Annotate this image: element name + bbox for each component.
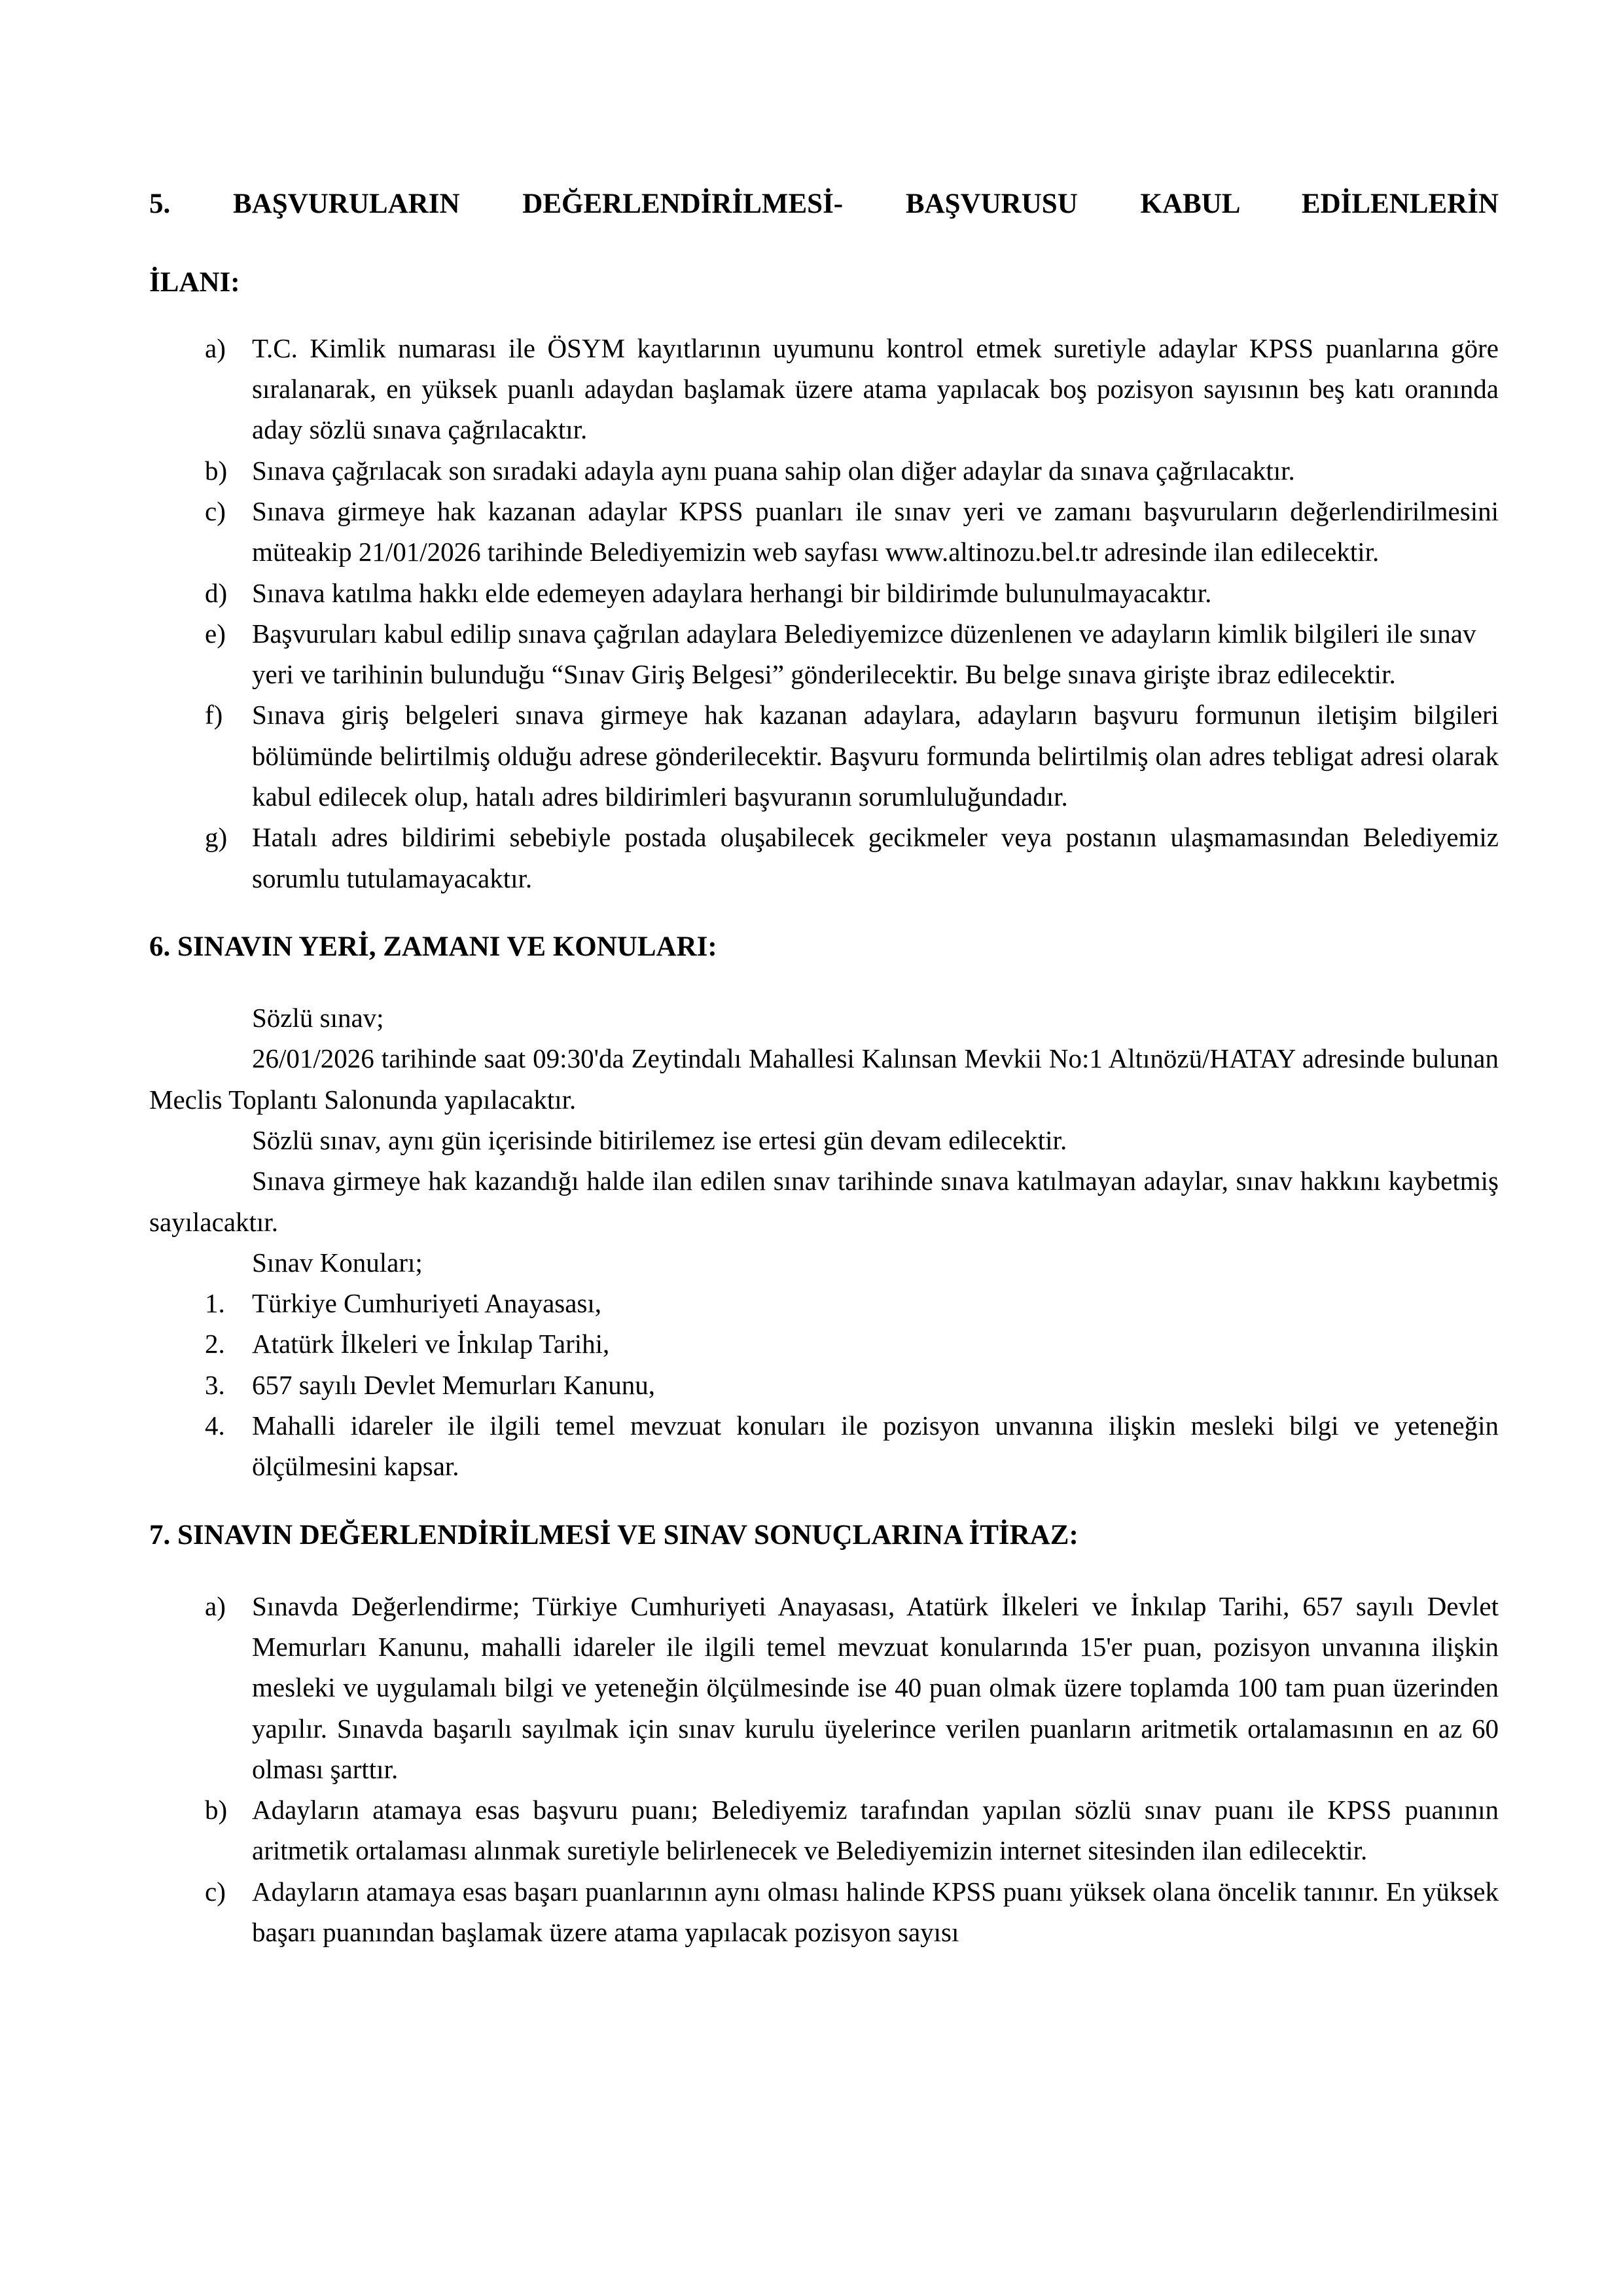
list-marker: e) — [205, 618, 226, 649]
list-marker: d) — [205, 577, 228, 608]
list-item — [149, 491, 1499, 573]
list-marker: 4. — [205, 1410, 225, 1441]
list-item — [149, 613, 1499, 695]
section-6-paragraph-venue: 26/01/2026 tarihinde saat 09:30'da Zeytindalı Mahallesi Kalınsan Mevkii No:1 Altınözü/HATAY adresinde bulunan Meclis Toplantı Salonunda yapılacaktır. — [149, 1043, 1499, 1115]
list-item — [149, 817, 1499, 899]
spacer — [149, 971, 1499, 997]
list-item-text: Başvuruları kabul edilip sınava çağrılan adaylara Belediyemizce düzenlenen ve adayların kimlik bilgileri ile sınav yeri ve tarihinin bulunduğu “Sınav Giriş Belgesi” gönderilecektir. Bu belge sınava girişte ibraz edilecektir. — [252, 618, 1476, 690]
list-item — [149, 1871, 1499, 1953]
section-6-paragraph-sozlu-sinav: Sözlü sınav; — [252, 1002, 384, 1033]
list-item-text: Sınava katılma hakkı elde edemeyen adaylara herhangi bir bildirimde bulunulmayacaktır. — [252, 577, 1212, 608]
list-item-text: Türkiye Cumhuriyeti Anayasası, — [252, 1288, 602, 1319]
section-6-topics-list — [149, 1283, 1499, 1487]
section-6-paragraph-absent: Sınava girmeye hak kazandığı halde ilan edilen sınav tarihinde sınava katılmayan adaylar, sınav hakkını kaybetmiş sayılacaktır. — [149, 1166, 1499, 1237]
list-marker: f) — [205, 700, 223, 730]
section-7-list — [149, 1586, 1499, 1953]
list-marker: a) — [205, 332, 226, 363]
section-6-heading — [149, 929, 1499, 965]
list-item — [149, 1586, 1499, 1790]
list-item-text: Sınava giriş belgeleri sınava girmeye hak kazanan adaylara, adayların başvuru formunun iletişim bilgileri bölümünde belirtilmiş olduğu adrese gönderilecektir. Başvuru formunda belirtilmiş olan adres tebligat adresi olarak kabul edilecek olup, hatalı adres bildirimleri başvuranın sorumluluğundadır. — [252, 700, 1499, 812]
list-marker: b) — [205, 1795, 228, 1825]
list-item — [149, 1405, 1499, 1487]
list-item-text: Sınavda Değerlendirme; Türkiye Cumhuriyeti Anayasası, Atatürk İlkeleri ve İnkılap Tarihi, 657 sayılı Devlet Memurları Kanunu, mahalli idareler ile ilgili temel mevzuat konularında 15'er puan, pozisyon unvanına ilişkin mesleki ve uygulamalı bilgi ve yeteneğin ölçülmesinde ise 40 puan olmak üzere toplamda 100 tam puan üzerinden yapılır. Sınavda başarılı sayılmak için sınav kurulu üyelerince verilen puanların aritmetik ortalamasının en az 60 olması şarttır. — [252, 1590, 1499, 1784]
list-marker: g) — [205, 822, 228, 853]
list-marker: b) — [205, 455, 228, 486]
list-item — [149, 1789, 1499, 1871]
section-7-heading-text: 7. SINAVIN DEĞERLENDİRİLMESİ VE SINAV SONUÇLARINA İTİRAZ: — [149, 1519, 1079, 1551]
list-item-text: Sınava çağrılacak son sıradaki adayla aynı puana sahip olan diğer adaylar da sınava çağrılacaktır. — [252, 455, 1295, 486]
list-item-text: T.C. Kimlik numarası ile ÖSYM kayıtlarının uyumunu kontrol etmek suretiyle adaylar KPSS puanlarına göre sıralanarak, en yüksek puanlı adaydan başlamak üzere atama yapılacak boş pozisyon sayısının beş katı oranında aday sözlü sınava çağrılacaktır. — [252, 332, 1499, 445]
section-6-paragraph-continuation: Sözlü sınav, aynı gün içerisinde bitirilemez ise ertesi gün devam edilecektir. — [252, 1124, 1067, 1155]
list-item — [149, 573, 1499, 613]
list-item — [149, 450, 1499, 491]
spacer — [149, 1559, 1499, 1586]
page-content — [149, 186, 1499, 1952]
list-item — [149, 328, 1499, 450]
list-marker: a) — [205, 1590, 226, 1621]
list-item-text: Mahalli idareler ile ilgili temel mevzuat konuları ile pozisyon unvanına ilişkin mesleki bilgi ve yeteneğin ölçülmesini kapsar. — [252, 1410, 1499, 1482]
section-5-heading-line2: İLANI: — [149, 266, 240, 298]
list-item — [149, 1283, 1499, 1323]
section-5-heading — [149, 186, 1499, 259]
list-item-text: Adayların atamaya esas başarı puanlarının aynı olması halinde KPSS puanı yüksek olana öncelik tanınır. En yüksek başarı puanından başlamak üzere atama yapılacak pozisyon sayısı — [252, 1876, 1499, 1948]
list-item-text: Atatürk İlkeleri ve İnkılap Tarihi, — [252, 1329, 610, 1359]
section-5-list — [149, 328, 1499, 899]
section-6-paragraph-topics-label: Sınav Konuları; — [252, 1247, 423, 1278]
list-item — [149, 694, 1499, 817]
list-item-text: Sınava girmeye hak kazanan adaylar KPSS puanları ile sınav yeri ve zamanı başvuruların değerlendirilmesini müteakip 21/01/2026 tarihinde Belediyemizin web sayfası www.altinozu.bel.tr adresinde ilan edilecektir. — [252, 495, 1499, 567]
list-item-text: Hatalı adres bildirimi sebebiyle postada oluşabilecek gecikmeler veya postanın ulaşmamasından Belediyemiz sorumlu tutulamayacaktır. — [252, 822, 1499, 893]
list-marker: 3. — [205, 1369, 225, 1400]
list-item — [149, 1365, 1499, 1405]
list-marker: c) — [205, 495, 226, 526]
list-item-text: Adayların atamaya esas başvuru puanı; Belediyemiz tarafından yapılan sözlü sınav puanı ile KPSS puanının aritmetik ortalaması alınmak suretiyle belirlenecek ve Belediyemizin internet sitesinden ilan edilecektir. — [252, 1795, 1499, 1866]
section-5-heading-line1: 5. BAŞVURULARIN DEĞERLENDİRİLMESİ- BAŞVURUSU KABUL EDİLENLERİN — [149, 188, 1499, 219]
list-item — [149, 1323, 1499, 1364]
list-marker: c) — [205, 1876, 226, 1907]
spacer — [149, 301, 1499, 328]
section-6-heading-text: 6. SINAVIN YERİ, ZAMANI VE KONULARI: — [149, 931, 717, 963]
section-7-heading — [149, 1517, 1499, 1554]
list-marker: 2. — [205, 1329, 225, 1359]
list-item-text: 657 sayılı Devlet Memurları Kanunu, — [252, 1369, 656, 1400]
section-5-heading-continuation — [149, 264, 1499, 301]
list-marker: 1. — [205, 1288, 225, 1319]
